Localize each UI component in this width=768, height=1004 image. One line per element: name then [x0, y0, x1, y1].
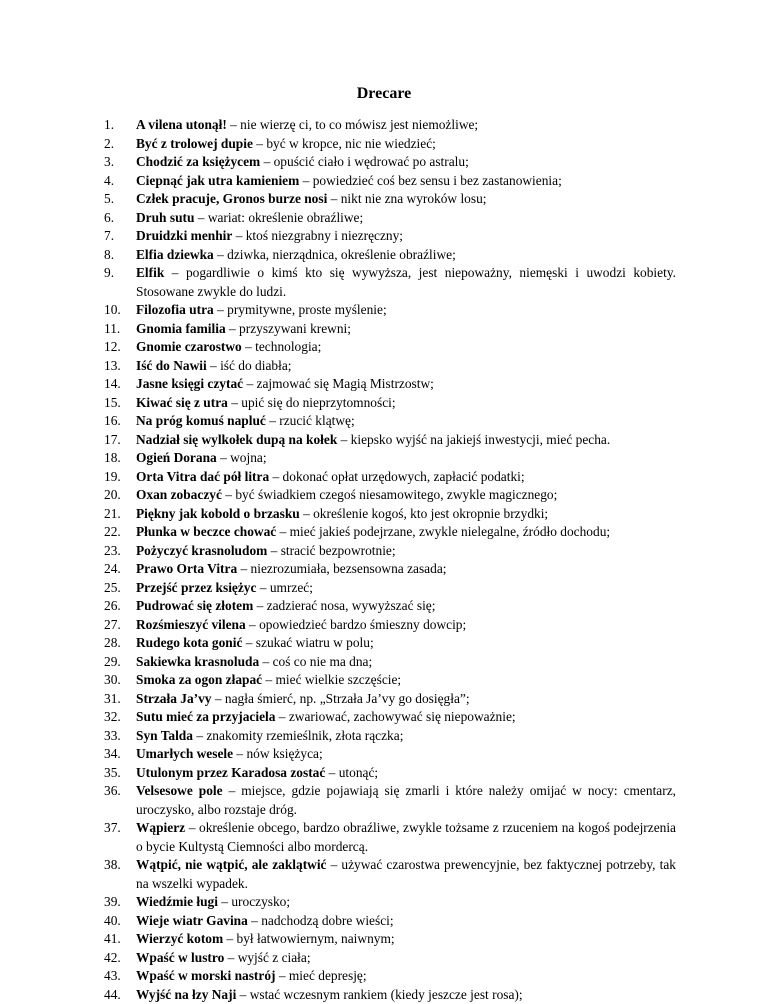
list-item: [104, 394, 676, 413]
list-item-definition: – opuścić ciało i wędrować po astralu;: [260, 154, 469, 169]
list-item: [104, 246, 676, 265]
list-item-term: Chodzić za księżycem: [136, 154, 260, 169]
list-item-number: 19.: [104, 468, 121, 487]
list-item-number: 31.: [104, 690, 121, 709]
list-item: [104, 209, 676, 228]
list-item-number: 6.: [104, 209, 114, 228]
list-item: [104, 375, 676, 394]
list-item: [104, 135, 676, 154]
list-item-definition: – nikt nie zna wyroków losu;: [327, 191, 486, 206]
list-item-number: 17.: [104, 431, 121, 450]
list-item-term: Sakiewka krasnoluda: [136, 654, 259, 669]
list-item-number: 29.: [104, 653, 121, 672]
list-item-term: Velsesowe pole: [136, 783, 223, 798]
list-item-number: 9.: [104, 264, 114, 283]
list-item: [104, 468, 676, 487]
list-item-definition: – niezrozumiała, bezsensowna zasada;: [237, 561, 446, 576]
list-item-definition: – określenie obcego, bardzo obraźliwe, zwykle tożsame z rzuceniem na kogoś podejrzenia o bycie Kultystą Ciemności albo mordercą.: [136, 820, 676, 854]
list-item: [104, 412, 676, 431]
list-item-term: Na próg komuś napluć: [136, 413, 266, 428]
list-item-term: Jasne księgi czytać: [136, 376, 243, 391]
list-item-term: Wieje wiatr Gavina: [136, 913, 248, 928]
list-item-number: 15.: [104, 394, 121, 413]
list-item-term: Gnomie czarostwo: [136, 339, 242, 354]
list-item-term: Syn Talda: [136, 728, 193, 743]
list-item-definition: – stracić bezpowrotnie;: [267, 543, 395, 558]
list-item: [104, 708, 676, 727]
list-item-number: 27.: [104, 616, 121, 635]
list-item-number: 39.: [104, 893, 121, 912]
list-item: [104, 634, 676, 653]
list-item-term: Wiedźmie ługi: [136, 894, 218, 909]
list-item: [104, 542, 676, 561]
list-item-number: 35.: [104, 764, 121, 783]
list-item-definition: – miejsce, gdzie pojawiają się zmarli i które należy omijać w nocy: cmentarz, uroczysko, albo rozstaje dróg.: [136, 783, 676, 817]
list-item-definition: – zwariować, zachowywać się niepoważnie;: [275, 709, 515, 724]
list-item: [104, 616, 676, 635]
list-item-term: Iść do Nawii: [136, 358, 207, 373]
list-item-definition: – określenie kogoś, kto jest okropnie brzydki;: [300, 506, 548, 521]
list-item: [104, 431, 676, 450]
list-item-definition: – zajmować się Magią Mistrzostw;: [243, 376, 434, 391]
list-item-term: Płunka w beczce chować: [136, 524, 276, 539]
list-item-definition: – mieć wielkie szczęście;: [262, 672, 401, 687]
list-item-number: 5.: [104, 190, 114, 209]
list-item: [104, 357, 676, 376]
list-item-term: Oxan zobaczyć: [136, 487, 222, 502]
list-item-term: Wąpierz: [136, 820, 185, 835]
list-item: [104, 486, 676, 505]
list-item-number: 14.: [104, 375, 121, 394]
list-item-term: Wyjść na łzy Naji: [136, 987, 236, 1002]
list-item: [104, 727, 676, 746]
list-item: [104, 320, 676, 339]
list-item: [104, 523, 676, 542]
list-item-definition: – mieć depresję;: [275, 968, 366, 983]
list-item-term: Elfik: [136, 265, 164, 280]
list-item-term: Utulonym przez Karadosa zostać: [136, 765, 325, 780]
list-item-number: 3.: [104, 153, 114, 172]
list-item-term: Być z trolowej dupie: [136, 136, 253, 151]
list-item-term: Pudrować się złotem: [136, 598, 253, 613]
list-item-definition: – uroczysko;: [218, 894, 290, 909]
list-item-definition: – zadzierać nosa, wywyższać się;: [253, 598, 435, 613]
list-item-definition: – być świadkiem czegoś niesamowitego, zwykle magicznego;: [222, 487, 557, 502]
list-item-definition: – umrzeć;: [256, 580, 313, 595]
list-item-number: 38.: [104, 856, 121, 875]
list-item-term: Filozofia utra: [136, 302, 214, 317]
list-item: [104, 190, 676, 209]
list-item-definition: – dziwka, nierządnica, określenie obraźliwe;: [214, 247, 456, 262]
list-item-term: Ciepnąć jak utra kamieniem: [136, 173, 299, 188]
list-item: [104, 819, 676, 856]
list-item: [104, 264, 676, 301]
list-item-term: Wpaść w lustro: [136, 950, 224, 965]
list-item-term: Kiwać się z utra: [136, 395, 228, 410]
list-item-definition: – znakomity rzemieślnik, złota rączka;: [193, 728, 403, 743]
list-item-number: 40.: [104, 912, 121, 931]
list-item-term: Orta Vitra dać pół litra: [136, 469, 269, 484]
list-item: [104, 967, 676, 986]
list-item: [104, 301, 676, 320]
list-item-number: 12.: [104, 338, 121, 357]
list-item-definition: – utonąć;: [325, 765, 378, 780]
list-item-number: 32.: [104, 708, 121, 727]
list-item-definition: – być w kropce, nic nie wiedzieć;: [253, 136, 436, 151]
list-item-definition: – nów księżyca;: [233, 746, 323, 761]
list-item-number: 23.: [104, 542, 121, 561]
list-item: [104, 153, 676, 172]
list-item: [104, 505, 676, 524]
list-item-number: 43.: [104, 967, 121, 986]
list-item-number: 25.: [104, 579, 121, 598]
list-item-definition: – mieć jakieś podejrzane, zwykle nielegalne, źródło dochodu;: [276, 524, 610, 539]
list-item-definition: – opowiedzieć bardzo śmieszny dowcip;: [246, 617, 467, 632]
list-item: [104, 912, 676, 931]
list-item: [104, 671, 676, 690]
list-item-term: Druh sutu: [136, 210, 194, 225]
list-item-definition: – używać czarostwa prewencyjnie, bez faktycznej potrzeby, tak na wszelki wypadek.: [136, 857, 676, 891]
list-item-definition: – rzucić klątwę;: [266, 413, 355, 428]
list-item: [104, 764, 676, 783]
glossary-list: [104, 116, 676, 1004]
list-item-term: Wierzyć kotom: [136, 931, 223, 946]
list-item-term: Nadział się wylkołek dupą na kołek: [136, 432, 337, 447]
list-item-term: Rozśmieszyć vilena: [136, 617, 246, 632]
list-item-definition: – iść do diabła;: [207, 358, 292, 373]
list-item-definition: – ktoś niezgrabny i niezręczny;: [232, 228, 403, 243]
list-item-number: 37.: [104, 819, 121, 838]
list-item: [104, 227, 676, 246]
list-item-number: 1.: [104, 116, 114, 135]
list-item-term: Człek pracuje, Gronos burze nosi: [136, 191, 327, 206]
list-item-term: Pożyczyć krasnoludom: [136, 543, 267, 558]
list-item-definition: – szukać wiatru w polu;: [242, 635, 373, 650]
list-item-number: 11.: [104, 320, 120, 339]
list-item-term: Elfia dziewka: [136, 247, 214, 262]
list-item-definition: – coś co nie ma dna;: [259, 654, 372, 669]
list-item-number: 22.: [104, 523, 121, 542]
list-item-definition: – był łatwowiernym, naiwnym;: [223, 931, 394, 946]
list-item-number: 26.: [104, 597, 121, 616]
list-item-number: 7.: [104, 227, 114, 246]
list-item: [104, 745, 676, 764]
list-item-term: Smoka za ogon złapać: [136, 672, 262, 687]
list-item-number: 21.: [104, 505, 121, 524]
list-item-definition: – pogardliwie o kimś kto się wywyższa, jest niepoważny, niemęski i uwodzi kobiety. Stosowane zwykle do ludzi.: [136, 265, 676, 299]
list-item: [104, 338, 676, 357]
list-item-definition: – nadchodzą dobre wieści;: [248, 913, 394, 928]
list-item: [104, 597, 676, 616]
list-item-term: Ogień Dorana: [136, 450, 217, 465]
list-item-term: Druidzki menhir: [136, 228, 232, 243]
list-item-term: A vilena utonął!: [136, 117, 227, 132]
list-item: [104, 893, 676, 912]
list-item-term: Prawo Orta Vitra: [136, 561, 237, 576]
list-item-definition: – prymitywne, proste myślenie;: [214, 302, 387, 317]
list-item-definition: – kiepsko wyjść na jakiejś inwestycji, mieć pecha.: [337, 432, 610, 447]
list-item-term: Strzała Ja’vy: [136, 691, 212, 706]
list-item-term: Gnomia familia: [136, 321, 226, 336]
list-item-number: 33.: [104, 727, 121, 746]
list-item-definition: – upić się do nieprzytomności;: [228, 395, 396, 410]
list-item-number: 24.: [104, 560, 121, 579]
list-item-definition: – powiedzieć coś bez sensu i bez zastanowienia;: [299, 173, 562, 188]
list-item-number: 10.: [104, 301, 121, 320]
list-item-number: 4.: [104, 172, 114, 191]
list-item: [104, 653, 676, 672]
list-item: [104, 116, 676, 135]
list-item-definition: – wstać wczesnym rankiem (kiedy jeszcze jest rosa);: [236, 987, 522, 1002]
list-item-definition: – wojna;: [217, 450, 267, 465]
list-item-definition: – wariat: określenie obraźliwe;: [194, 210, 363, 225]
list-item: [104, 560, 676, 579]
list-item-number: 20.: [104, 486, 121, 505]
list-item-number: 28.: [104, 634, 121, 653]
list-item-definition: – dokonać opłat urzędowych, zapłacić podatki;: [269, 469, 524, 484]
list-item-number: 2.: [104, 135, 114, 154]
list-item-definition: – technologia;: [242, 339, 322, 354]
list-item: [104, 930, 676, 949]
list-item: [104, 782, 676, 819]
list-item: [104, 986, 676, 1004]
list-item-definition: – nagła śmierć, np. „Strzała Ja’vy go dosięgła”;: [212, 691, 470, 706]
list-item-definition: – nie wierzę ci, to co mówisz jest niemożliwe;: [227, 117, 478, 132]
list-item-term: Wpaść w morski nastrój: [136, 968, 275, 983]
list-item: [104, 172, 676, 191]
list-item-number: 30.: [104, 671, 121, 690]
list-item-term: Wątpić, nie wątpić, ale zaklątwić: [136, 857, 327, 872]
list-item-number: 18.: [104, 449, 121, 468]
list-item-number: 13.: [104, 357, 121, 376]
list-item-term: Sutu mieć za przyjaciela: [136, 709, 275, 724]
list-item-number: 8.: [104, 246, 114, 265]
list-item-definition: – przyszywani krewni;: [226, 321, 351, 336]
list-item-number: 36.: [104, 782, 121, 801]
list-item-number: 41.: [104, 930, 121, 949]
list-item-number: 34.: [104, 745, 121, 764]
list-item-term: Rudego kota gonić: [136, 635, 242, 650]
list-item: [104, 449, 676, 468]
page-title: Drecare: [0, 84, 768, 104]
list-item-term: Umarłych wesele: [136, 746, 233, 761]
list-item-term: Piękny jak kobold o brzasku: [136, 506, 300, 521]
list-item: [104, 579, 676, 598]
list-item-number: 16.: [104, 412, 121, 431]
list-item-number: 44.: [104, 986, 121, 1004]
list-item-number: 42.: [104, 949, 121, 968]
list-item: [104, 690, 676, 709]
list-item: [104, 856, 676, 893]
list-item-term: Przejść przez księżyc: [136, 580, 256, 595]
list-item-definition: – wyjść z ciała;: [224, 950, 310, 965]
list-item: [104, 949, 676, 968]
